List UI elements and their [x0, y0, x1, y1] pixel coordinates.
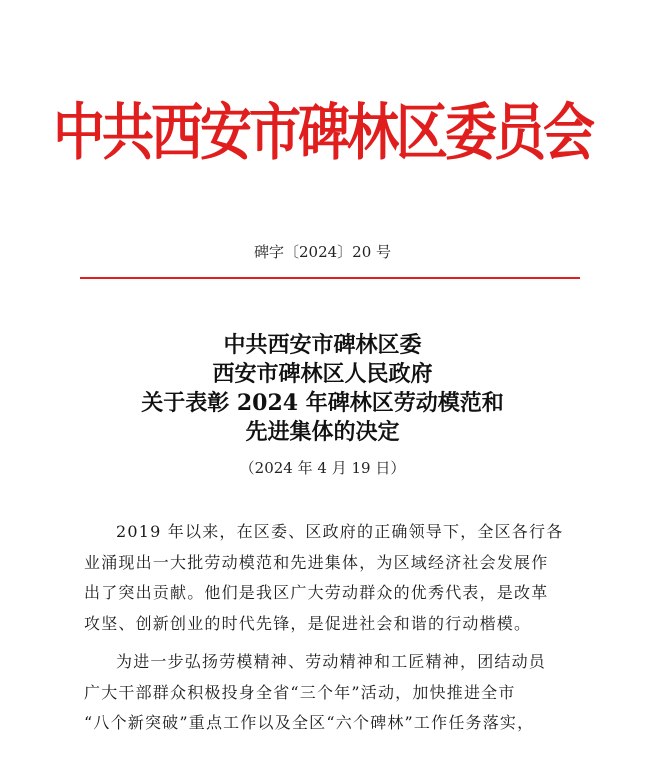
text-line: 广大干部群众积极投身全省“三个年”活动，加快推进全市	[84, 682, 516, 702]
decision-date: （2024 年 4 月 19 日）	[239, 459, 406, 477]
text-line: 业涌现出一大批劳动模范和先进集体，为区域经济社会发展作	[84, 552, 549, 572]
text-line: 2019 年以来，在区委、区政府的正确领导下，全区各行各	[116, 522, 564, 541]
document-number: 碑字〔2024〕20 号	[253, 243, 392, 261]
masthead-title: 中共西安市碑林区委员会	[52, 97, 592, 169]
document-title	[0, 331, 645, 447]
title-line: 关于表彰 2024 年碑林区劳动模范和	[141, 390, 504, 416]
paragraph	[84, 517, 580, 639]
title-line: 中共西安市碑林区委	[223, 332, 422, 358]
text-line: 为进一步弘扬劳模精神、劳动精神和工匠精神，团结动员	[116, 652, 547, 671]
paragraph	[84, 647, 580, 739]
text-line: 攻坚、创新创业的时代先锋，是促进社会和谐的行动楷模。	[84, 613, 532, 633]
text-line: 出了突出贡献。他们是我区广大劳动群众的优秀代表，是改革	[84, 583, 549, 602]
red-divider-line	[80, 277, 580, 279]
title-line: 先进集体的决定	[245, 419, 400, 445]
text-line: “八个新突破”重点工作以及全区“六个碑林”工作任务落实，	[84, 713, 535, 732]
body-text	[84, 517, 580, 747]
title-line: 西安市碑林区人民政府	[212, 361, 433, 387]
